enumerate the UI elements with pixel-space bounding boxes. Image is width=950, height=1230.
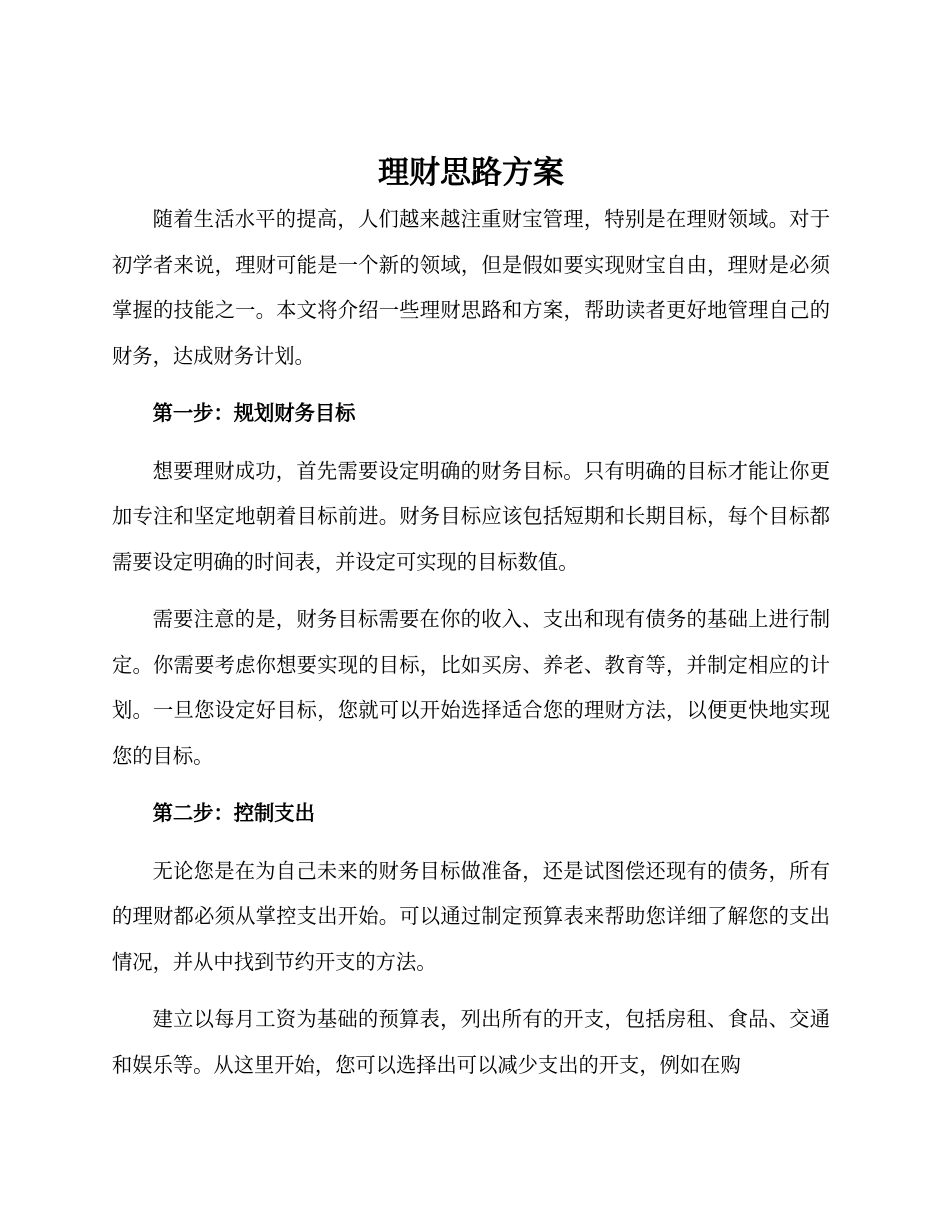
document-page (112, 150, 830, 1088)
section-heading-step-1: 第一步：规划财务目标 (152, 401, 356, 425)
intro-paragraph: 随着生活水平的提高，人们越来越注重财宝管理，特别是在理财领域。对于初学者来说，理财可能是一个新的领域，但是假如要实现财宝自由，理财是必须掌握的技能之一。本文将介绍一些理财思路和方案，帮助读者更好地管理自己的财务，达成财务计划。 (112, 207, 830, 368)
section-1-paragraph-2: 需要注意的是，财务目标需要在你的收入、支出和现有债务的基础上进行制定。你需要考虑你想要实现的目标，比如买房、养老、教育等，并制定相应的计划。一旦您设定好目标，您就可以开始选择适合您的理财方法，以便更快地实现您的目标。 (112, 607, 830, 768)
section-1-paragraph-1: 想要理财成功，首先需要设定明确的财务目标。只有明确的目标才能让你更加专注和坚定地朝着目标前进。财务目标应该包括短期和长期目标，每个目标都需要设定明确的时间表，并设定可实现的目标数值。 (112, 458, 830, 574)
section-heading-step-2: 第二步：控制支出 (152, 801, 315, 825)
section-2-paragraph-1: 无论您是在为自己未来的财务目标做准备，还是试图偿还现有的债务，所有的理财都必须从掌控支出开始。可以通过制定预算表来帮助您详细了解您的支出情况，并从中找到节约开支的方法。 (112, 858, 830, 974)
document-title: 理财思路方案 (378, 155, 564, 191)
section-2-paragraph-2: 建立以每月工资为基础的预算表，列出所有的开支，包括房租、食品、交通和娱乐等。从这里开始，您可以选择出可以减少支出的开支，例如在购 (112, 1007, 830, 1077)
